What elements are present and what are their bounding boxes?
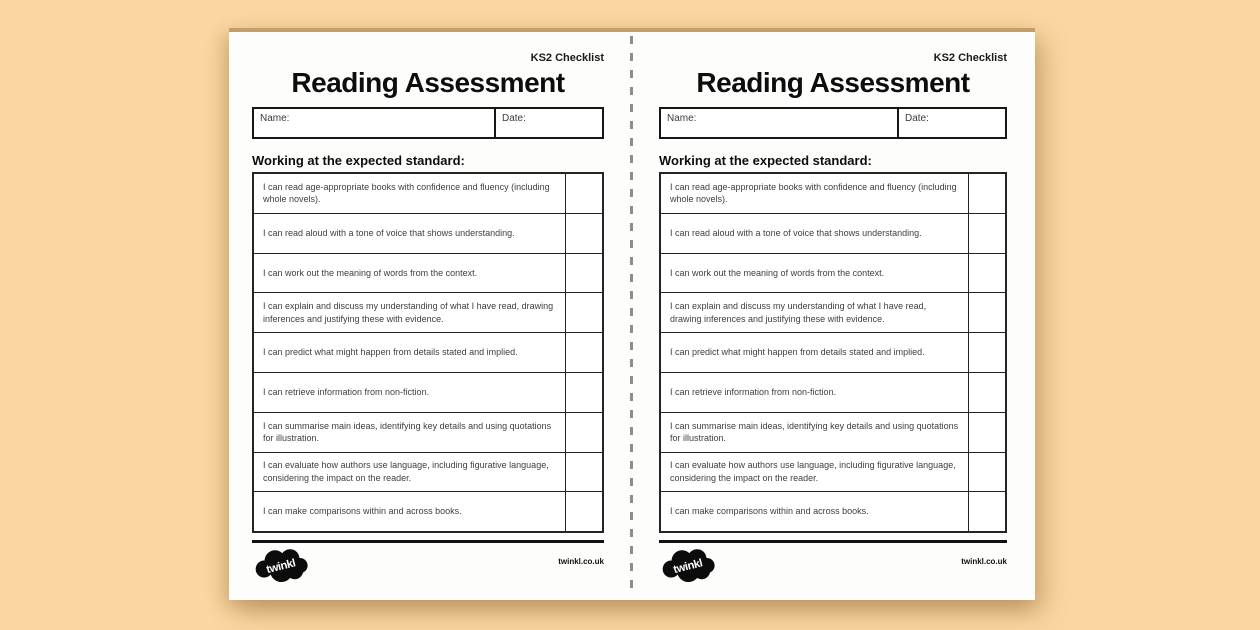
- checklist-table: [252, 172, 604, 533]
- name-field[interactable]: Name:: [254, 109, 496, 137]
- worksheet-sheet: [229, 28, 1035, 600]
- date-field[interactable]: Date:: [502, 113, 526, 124]
- statement-text: I can make comparisons within and across books.: [670, 506, 869, 517]
- statement-text: I can read aloud with a tone of voice that shows understanding.: [670, 227, 922, 238]
- checkbox-cell[interactable]: [565, 413, 602, 452]
- checkbox-cell[interactable]: [968, 174, 1005, 213]
- page-title: Reading Assessment: [696, 67, 970, 98]
- checklist-row: [254, 292, 602, 332]
- checkbox-cell[interactable]: [968, 333, 1005, 372]
- checkbox-cell[interactable]: [565, 453, 602, 492]
- page-footer: [252, 547, 604, 583]
- twinkl-logo: [658, 545, 718, 585]
- checklist-row: [254, 174, 602, 213]
- checkbox-cell[interactable]: [968, 492, 1005, 531]
- statement-text: I can read aloud with a tone of voice that shows understanding.: [263, 227, 515, 238]
- statement-text: I can work out the meaning of words from the context.: [263, 267, 478, 278]
- statement-text: I can work out the meaning of words from the context.: [670, 267, 885, 278]
- statement-text: I can summarise main ideas, identifying key details and using quotations for illustration.: [263, 420, 552, 444]
- checklist-row: [661, 332, 1005, 372]
- statement-text: I can explain and discuss my understanding of what I have read, drawing inferences and justifying these with evidence.: [670, 301, 927, 324]
- checklist-row: [254, 412, 602, 452]
- checkbox-cell[interactable]: [565, 254, 602, 293]
- page-title: Reading Assessment: [291, 67, 565, 98]
- checklist-page-left: [229, 32, 632, 600]
- ks2-checklist-badge: KS2 Checklist: [933, 52, 1007, 64]
- section-heading: Working at the expected standard:: [659, 153, 872, 168]
- checklist-row: [254, 253, 602, 293]
- checklist-page-right: [632, 32, 1035, 600]
- statement-text: I can retrieve information from non-fiction.: [263, 387, 430, 398]
- twinkl-logo: [251, 545, 311, 585]
- date-field[interactable]: Date:: [905, 113, 929, 124]
- twinkl-logo-text: twinkl: [672, 557, 704, 577]
- website-url: twinkl.co.uk: [558, 557, 604, 567]
- website-url: twinkl.co.uk: [961, 557, 1007, 567]
- statement-text: I can read age-appropriate books with confidence and fluency (including whole novels).: [670, 181, 957, 205]
- checkbox-cell[interactable]: [565, 174, 602, 213]
- checkbox-cell[interactable]: [968, 413, 1005, 452]
- checkbox-cell[interactable]: [968, 214, 1005, 253]
- checkbox-cell[interactable]: [565, 373, 602, 412]
- statement-text: I can predict what might happen from details stated and implied.: [263, 347, 518, 358]
- twinkl-logo-text: twinkl: [265, 557, 297, 577]
- name-date-box: [659, 107, 1007, 139]
- checklist-row: [661, 174, 1005, 213]
- checklist-row: [661, 372, 1005, 412]
- checklist-row: [254, 372, 602, 412]
- statement-text: I can explain and discuss my understanding of what I have read, drawing inferences and justifying these with evidence.: [263, 301, 554, 324]
- checkbox-cell[interactable]: [968, 373, 1005, 412]
- checklist-row: [661, 452, 1005, 492]
- checkbox-cell[interactable]: [968, 453, 1005, 492]
- statement-text: I can retrieve information from non-fiction.: [670, 387, 837, 398]
- checklist-row: [254, 452, 602, 492]
- name-field[interactable]: Name:: [661, 109, 899, 137]
- checkbox-cell[interactable]: [565, 293, 602, 332]
- checklist-table: [659, 172, 1007, 533]
- checklist-row: [254, 491, 602, 531]
- checklist-row: [661, 491, 1005, 531]
- page-footer: [659, 547, 1007, 583]
- checklist-row: [661, 253, 1005, 293]
- footer-divider: [659, 540, 1007, 543]
- statement-text: I can make comparisons within and across books.: [263, 506, 462, 517]
- checklist-row: [661, 412, 1005, 452]
- checkbox-cell[interactable]: [968, 293, 1005, 332]
- statement-text: I can read age-appropriate books with confidence and fluency (including whole novels).: [263, 181, 550, 205]
- section-heading: Working at the expected standard:: [252, 153, 465, 168]
- checklist-row: [661, 213, 1005, 253]
- footer-divider: [252, 540, 604, 543]
- statement-text: I can evaluate how authors use language, including figurative language, considering the impact on the reader.: [670, 460, 956, 483]
- statement-text: I can summarise main ideas, identifying key details and using quotations for illustration.: [670, 420, 959, 444]
- name-date-box: [252, 107, 604, 139]
- checklist-row: [254, 213, 602, 253]
- checkbox-cell[interactable]: [565, 333, 602, 372]
- statement-text: I can predict what might happen from details stated and implied.: [670, 347, 925, 358]
- checkbox-cell[interactable]: [565, 214, 602, 253]
- checkbox-cell[interactable]: [565, 492, 602, 531]
- checklist-row: [661, 292, 1005, 332]
- checkbox-cell[interactable]: [968, 254, 1005, 293]
- checklist-row: [254, 332, 602, 372]
- statement-text: I can evaluate how authors use language, including figurative language, considering the impact on the reader.: [263, 460, 549, 483]
- ks2-checklist-badge: KS2 Checklist: [530, 52, 604, 64]
